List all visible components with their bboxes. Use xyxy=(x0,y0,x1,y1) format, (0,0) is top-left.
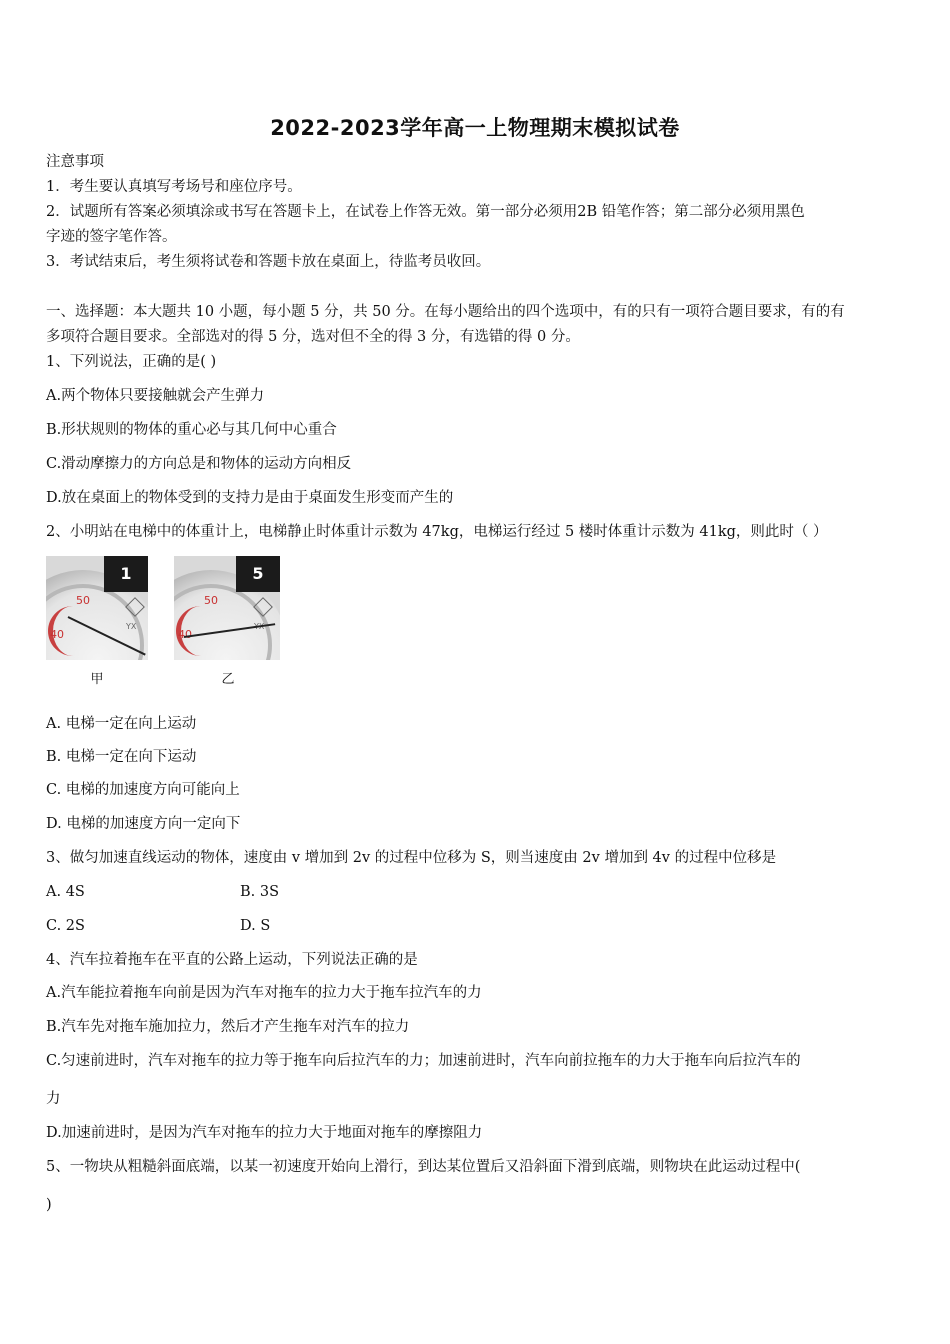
question-3-option-c: C. 2S xyxy=(46,918,85,934)
question-1-option-d: D.放在桌面上的物体受到的支持力是由于桌面发生形变而产生的 xyxy=(46,490,454,506)
question-stem-5-cont: ) xyxy=(46,1197,52,1213)
question-4-option-c: C.匀速前进时，汽车对拖车的拉力等于拖车向后拉汽车的力；加速前进时，汽车向前拉拖车的力大于拖车向后拉汽车的 xyxy=(46,1053,801,1069)
dial-mark: YX xyxy=(126,622,137,631)
notice-item: 1．考生要认真填写考场号和座位序号。 xyxy=(46,179,302,195)
scale-dial-left xyxy=(46,556,148,660)
scale-dial-right xyxy=(174,556,280,660)
dial-tick-40: 40 xyxy=(50,628,64,641)
question-1-option-a: A.两个物体只要接触就会产生弹力 xyxy=(46,388,265,404)
question-2-option-b: B. 电梯一定在向下运动 xyxy=(46,749,197,765)
question-3-option-d: D. S xyxy=(240,918,271,934)
section-heading: 多项符合题目要求。全部选对的得 5 分，选对但不全的得 3 分，有选错的得 0 分。 xyxy=(46,329,580,345)
floor-badge: 5 xyxy=(236,556,280,592)
notice-heading: 注意事项 xyxy=(46,154,104,170)
question-2-option-d: D. 电梯的加速度方向一定向下 xyxy=(46,816,241,832)
question-stem-3: 3、做匀加速直线运动的物体，速度由 v 增加到 2v 的过程中位移为 S，则当速度由 2v 增加到 4v 的过程中位移是 xyxy=(46,850,777,866)
question-stem-1: 1、下列说法，正确的是( ) xyxy=(46,354,217,370)
question-3-option-a: A. 4S xyxy=(46,884,85,900)
question-stem-4: 4、汽车拉着拖车在平直的公路上运动，下列说法正确的是 xyxy=(46,952,418,968)
dial-tick-50: 50 xyxy=(76,594,90,607)
question-4-option-a: A.汽车能拉着拖车向前是因为汽车对拖车的拉力大于拖车拉汽车的力 xyxy=(46,985,482,1001)
question-4-option-b: B.汽车先对拖车施加拉力，然后才产生拖车对汽车的拉力 xyxy=(46,1019,410,1035)
question-1-option-b: B.形状规则的物体的重心必与其几何中心重合 xyxy=(46,422,337,438)
question-stem-5: 5、一物块从粗糙斜面底端，以某一初速度开始向上滑行，到达某位置后又沿斜面下滑到底端，则物块在此运动过程中( xyxy=(46,1159,801,1175)
notice-item: 字迹的签字笔作答。 xyxy=(46,229,177,245)
scale-dials-figure xyxy=(46,556,286,686)
question-1-option-c: C.滑动摩擦力的方向总是和物体的运动方向相反 xyxy=(46,456,352,472)
dial-tick-50: 50 xyxy=(204,594,218,607)
question-4-option-c-cont: 力 xyxy=(46,1091,61,1107)
notice-item: 2．试题所有答案必须填涂或书写在答题卡上，在试卷上作答无效。第一部分必须用2B 铅笔作答；第二部分必须用黑色 xyxy=(46,204,805,220)
section-heading: 一、选择题：本大题共 10 小题，每小题 5 分，共 50 分。在每小题给出的四个选项中，有的只有一项符合题目要求，有的有 xyxy=(46,304,845,320)
dial-tick-40: 40 xyxy=(178,628,192,641)
question-4-option-d: D.加速前进时，是因为汽车对拖车的拉力大于地面对拖车的摩擦阻力 xyxy=(46,1125,483,1141)
question-3-option-b: B. 3S xyxy=(240,884,280,900)
floor-badge: 1 xyxy=(104,556,148,592)
question-2-option-a: A. 电梯一定在向上运动 xyxy=(46,716,197,732)
page-title: 2022-2023学年高一上物理期末模拟试卷 xyxy=(270,116,680,140)
question-stem-2: 2、小明站在电梯中的体重计上，电梯静止时体重计示数为 47kg，电梯运行经过 5 楼时体重计示数为 41kg，则此时（ ） xyxy=(46,524,828,540)
figure-caption-right: 乙 xyxy=(221,672,235,687)
notice-item: 3．考试结束后，考生须将试卷和答题卡放在桌面上，待监考员收回。 xyxy=(46,254,491,270)
question-2-option-c: C. 电梯的加速度方向可能向上 xyxy=(46,782,240,798)
figure-caption-left: 甲 xyxy=(90,672,104,687)
